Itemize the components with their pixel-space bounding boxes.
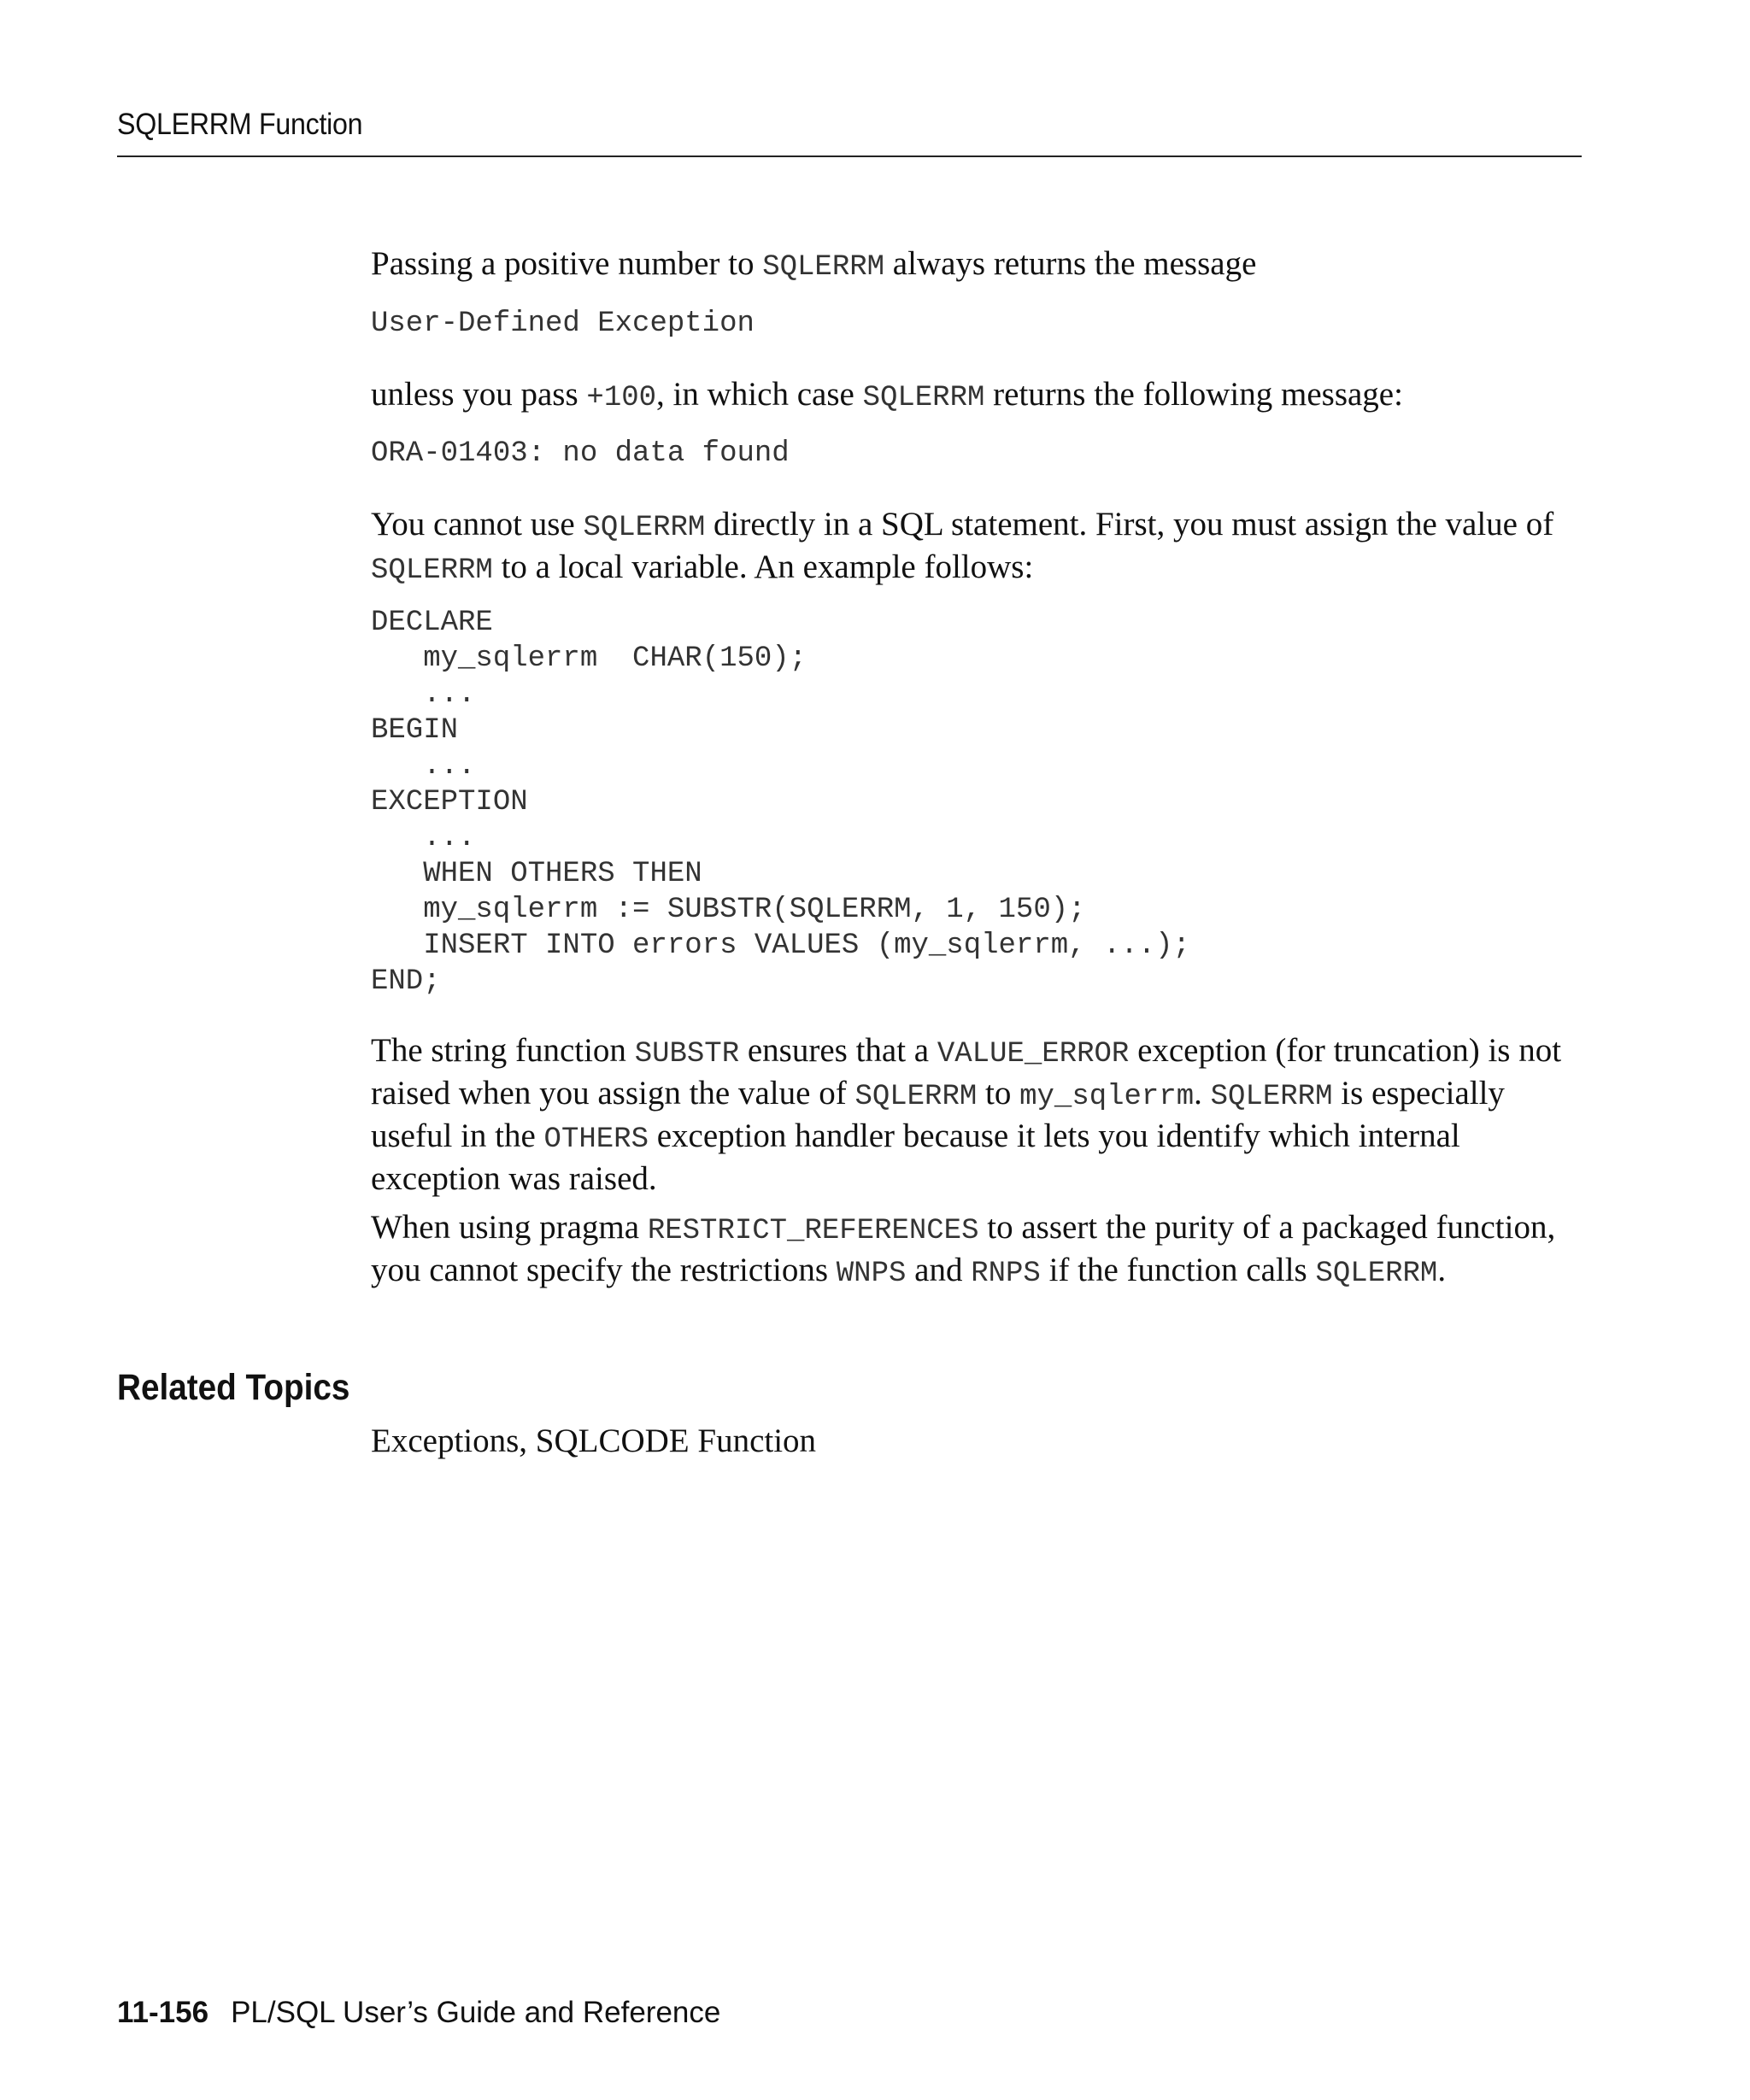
text: directly in a SQL statement. First, you must assign the value of: [705, 506, 1554, 543]
inline-code: my_sqlerrm: [1019, 1081, 1195, 1113]
text: The string function: [371, 1032, 635, 1069]
inline-code: SUBSTR: [634, 1038, 740, 1071]
text: exception handler because it lets you identify which internal exception was raised.: [371, 1117, 1460, 1197]
paragraph-positive-number: [371, 244, 1593, 287]
inline-code: SQLERRM: [1210, 1081, 1333, 1113]
text: .: [1194, 1075, 1211, 1112]
page-footer: [117, 1996, 720, 2030]
code-user-defined-exception: User-Defined Exception: [371, 308, 755, 340]
inline-code: WNPS: [836, 1258, 907, 1290]
page-number: 11-156: [117, 1996, 209, 2029]
related-topics-list: [371, 1422, 1593, 1461]
paragraph-unless-pass: [371, 375, 1593, 418]
text: to a local variable. An example follows:: [492, 548, 1034, 585]
inline-code: SQLERRM: [862, 382, 985, 414]
text: .: [1437, 1252, 1447, 1288]
text: , in which case: [656, 376, 863, 413]
text: and: [906, 1252, 972, 1288]
code-example-block: DECLARE my_sqlerrm CHAR(150); ... BEGIN ... EXCEPTION ... WHEN OTHERS THEN my_sqlerrm := SUBSTR(SQLERRM, 1, 150); INSERT INTO errors VALUES (my_sqlerrm, ...); END;: [371, 607, 1190, 998]
code-no-data-found: ORA-01403: no data found: [371, 437, 790, 470]
inline-code: SQLERRM: [762, 251, 885, 284]
text: unless you pass: [371, 376, 587, 413]
text: to: [977, 1075, 1020, 1112]
text: When using pragma: [371, 1209, 648, 1246]
paragraph-substr-ensures: [371, 1031, 1593, 1199]
inline-code: SQLERRM: [583, 512, 706, 544]
paragraph-pragma-restrict: [371, 1208, 1567, 1293]
text: Passing a positive number to: [371, 245, 763, 282]
paragraph-cannot-use-sqlerrm: [371, 505, 1584, 590]
inline-code: +100: [586, 382, 657, 414]
inline-code: SQLERRM: [371, 554, 493, 587]
running-header: SQLERRM Function: [117, 108, 363, 141]
related-topics-heading: Related Topics: [117, 1367, 350, 1408]
inline-code: RNPS: [971, 1258, 1041, 1290]
text: You cannot use: [371, 506, 584, 543]
text: ensures that a: [739, 1032, 937, 1069]
inline-code: RESTRICT_REFERENCES: [647, 1215, 979, 1247]
text: if the function calls: [1040, 1252, 1316, 1288]
book-title: PL/SQL User’s Guide and Reference: [231, 1996, 721, 2029]
text: returns the following message:: [984, 376, 1403, 413]
inline-code: SQLERRM: [1315, 1258, 1438, 1290]
text: is especially useful in the: [371, 1075, 1505, 1154]
header-rule: [117, 155, 1582, 157]
related-topics-text: Exceptions, SQLCODE Function: [371, 1422, 817, 1459]
inline-code: VALUE_ERROR: [937, 1038, 1130, 1071]
text: to assert the purity of a packaged function, you cannot specify the restrictions: [371, 1209, 1556, 1288]
inline-code: SQLERRM: [854, 1081, 978, 1113]
inline-code: OTHERS: [543, 1123, 649, 1156]
text: always returns the message: [884, 245, 1257, 282]
text: exception (for truncation) is not raised when you assign the value of: [371, 1032, 1562, 1112]
